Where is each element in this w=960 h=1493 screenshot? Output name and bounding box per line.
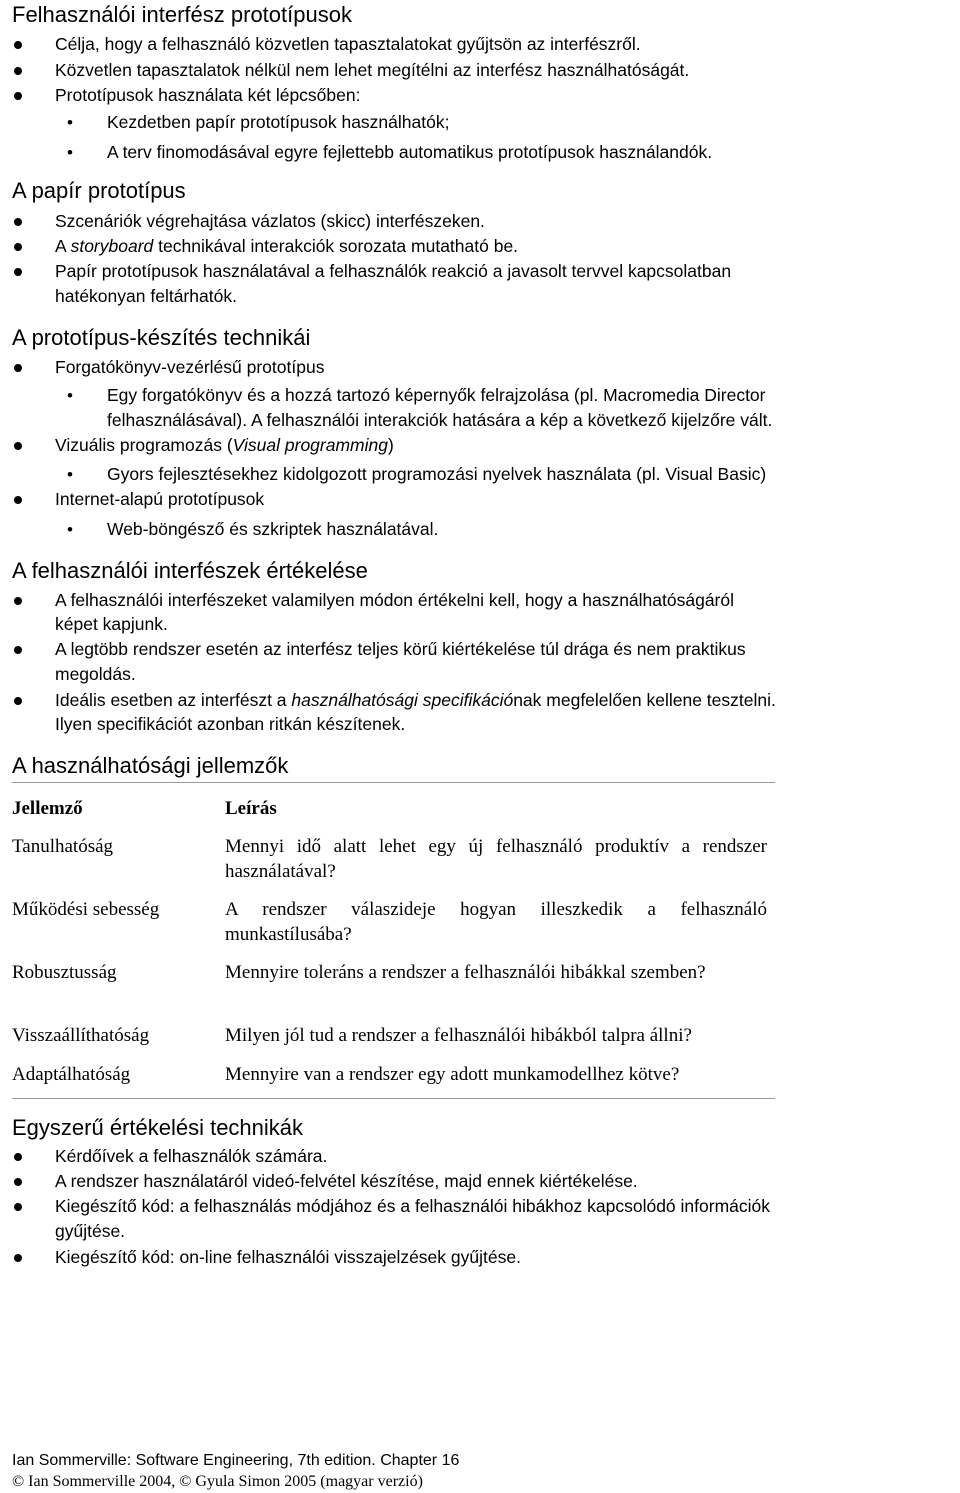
list-item [55, 234, 518, 259]
section-title-evaluation: A felhasználói interfészek értékelése [12, 558, 368, 583]
bullet-icon [14, 697, 22, 705]
bullet-icon [14, 218, 22, 226]
list-item-line1: A legtöbb rendszer esetén az interfész teljes körű kiértékelése túl drága és nem praktikus [55, 639, 746, 659]
list-item: Internet-alapú prototípusok [55, 489, 265, 509]
list-item: Kiegészítő kód: on-line felhasználói visszajelzések gyűjtése. [55, 1247, 521, 1267]
section-title-techniques: A prototípus-készítés technikái [12, 325, 311, 350]
sub-list-item-line2: felhasználásával). A felhasználói interakciók hatására a kép a következő kijelzőre vált. [107, 410, 773, 430]
list-item-line1: A felhasználói interfészeket valamilyen módon értékelni kell, hogy a használhatóságáról [55, 590, 735, 610]
text-run: ) [387, 435, 394, 455]
bullet-icon [14, 597, 22, 605]
table-header-attribute: Jellemző [12, 798, 83, 819]
sub-bullet-icon: • [67, 143, 73, 162]
sub-list-item: Gyors fejlesztésekhez kidolgozott programozási nyelvek használata (pl. Visual Basic) [107, 464, 767, 484]
text-run: technikával interakciók sorozata mutatható be. [153, 236, 519, 256]
sub-bullet-icon: • [67, 520, 73, 539]
table-bottom-rule [12, 1098, 775, 1099]
emphasis-text: használhatósági specifikáció [291, 690, 514, 710]
text-run: Vizuális programozás ( [55, 435, 233, 455]
list-item: A rendszer használatáról videó-felvétel készítése, majd ennek kiértékelése. [55, 1171, 638, 1191]
list-item: Szcenáriók végrehajtása vázlatos (skicc) interfészeken. [55, 211, 485, 231]
list-item-line2: gyűjtése. [55, 1221, 126, 1241]
text-run: Ideális esetben az interfészt a [55, 690, 292, 710]
sub-bullet-icon: • [67, 465, 73, 484]
bullet-icon [14, 41, 22, 49]
footer-copyright: © Ian Sommerville 2004, © Gyula Simon 2005 (magyar verzió) [12, 1473, 423, 1490]
table-cell-description: A rendszer válaszideje hogyan illeszkedik a felhasználó munkastílusába? [225, 899, 767, 945]
table-cell-attribute: Adaptálhatóság [12, 1064, 131, 1085]
list-item-line1: Kiegészítő kód: a felhasználás módjához és a felhasználói hibákhoz kapcsolódó információk [55, 1196, 771, 1216]
table-cell-attribute: Tanulhatóság [12, 836, 114, 857]
table-header-description: Leírás [225, 798, 277, 819]
table-cell-description: Mennyi idő alatt lehet egy új felhasználó produktív a rendszer használatával? [225, 836, 767, 882]
bullet-icon [14, 67, 22, 75]
text-run: nak megfelelően kellene tesztelni. [513, 690, 776, 710]
section-title-simple-techniques: Egyszerű értékelési technikák [12, 1115, 304, 1140]
list-item: Célja, hogy a felhasználó közvetlen tapasztalatokat gyűjtsön az interfészről. [55, 34, 641, 54]
bullet-icon [14, 243, 22, 251]
bullet-icon [14, 364, 22, 372]
list-item-line2: megoldás. [55, 664, 136, 684]
list-item-line2: hatékonyan feltárhatók. [55, 286, 237, 306]
sub-bullet-icon: • [67, 113, 73, 132]
list-item-line1 [55, 688, 776, 713]
list-item: Prototípusok használata két lépcsőben: [55, 85, 361, 105]
sub-list-item-line1: Egy forgatókönyv és a hozzá tartozó képernyők felrajzolása (pl. Macromedia Director [107, 385, 766, 405]
emphasis-text: storyboard [70, 236, 154, 256]
sub-list-item: Web-böngésző és szkriptek használatával. [107, 519, 439, 539]
section-title-usability-attributes: A használhatósági jellemzők [12, 753, 289, 778]
table-cell-description: Mennyire toleráns a rendszer a felhasználói hibákkal szemben? [225, 962, 706, 983]
list-item-line1: Papír prototípusok használatával a felhasználók reakció a javasolt tervvel kapcsolatban [55, 261, 732, 281]
bullet-icon [14, 496, 22, 504]
sub-list-item: A terv finomodásával egyre fejlettebb automatikus prototípusok használandók. [107, 142, 713, 162]
bullet-icon [14, 1254, 22, 1262]
bullet-icon [14, 442, 22, 450]
bullet-icon [14, 1203, 22, 1211]
footer-citation: Ian Sommerville: Software Engineering, 7th edition. Chapter 16 [12, 1452, 460, 1469]
bullet-icon [14, 646, 22, 654]
list-item [55, 433, 394, 458]
list-item: Kérdőívek a felhasználók számára. [55, 1146, 328, 1166]
bullet-icon [14, 92, 22, 100]
table-top-rule [12, 782, 775, 783]
bullet-icon [14, 1178, 22, 1186]
sub-list-item: Kezdetben papír prototípusok használhatók; [107, 112, 450, 132]
list-item: Közvetlen tapasztalatok nélkül nem lehet megítélni az interfész használhatóságát. [55, 60, 690, 80]
emphasis-text: Visual programming [232, 435, 388, 455]
table-cell-attribute: Visszaállíthatóság [12, 1025, 150, 1046]
bullet-icon [14, 1153, 22, 1161]
table-cell-attribute: Működési sebesség [12, 899, 160, 920]
bullet-icon [14, 268, 22, 276]
sub-bullet-icon: • [67, 386, 73, 405]
section-title-prototypes: Felhasználói interfész prototípusok [12, 2, 352, 27]
list-item-line2: Ilyen specifikációt azonban ritkán készítenek. [55, 714, 406, 734]
text-run: A [55, 236, 71, 256]
table-cell-attribute: Robusztusság [12, 962, 117, 983]
table-cell-description: Milyen jól tud a rendszer a felhasználói hibákból talpra állni? [225, 1025, 692, 1046]
list-item: Forgatókönyv-vezérlésű prototípus [55, 357, 325, 377]
section-title-paper-prototype: A papír prototípus [12, 178, 186, 203]
list-item-line2: képet kapjunk. [55, 614, 168, 634]
table-cell-description: Mennyire van a rendszer egy adott munkamodellhez kötve? [225, 1064, 680, 1085]
